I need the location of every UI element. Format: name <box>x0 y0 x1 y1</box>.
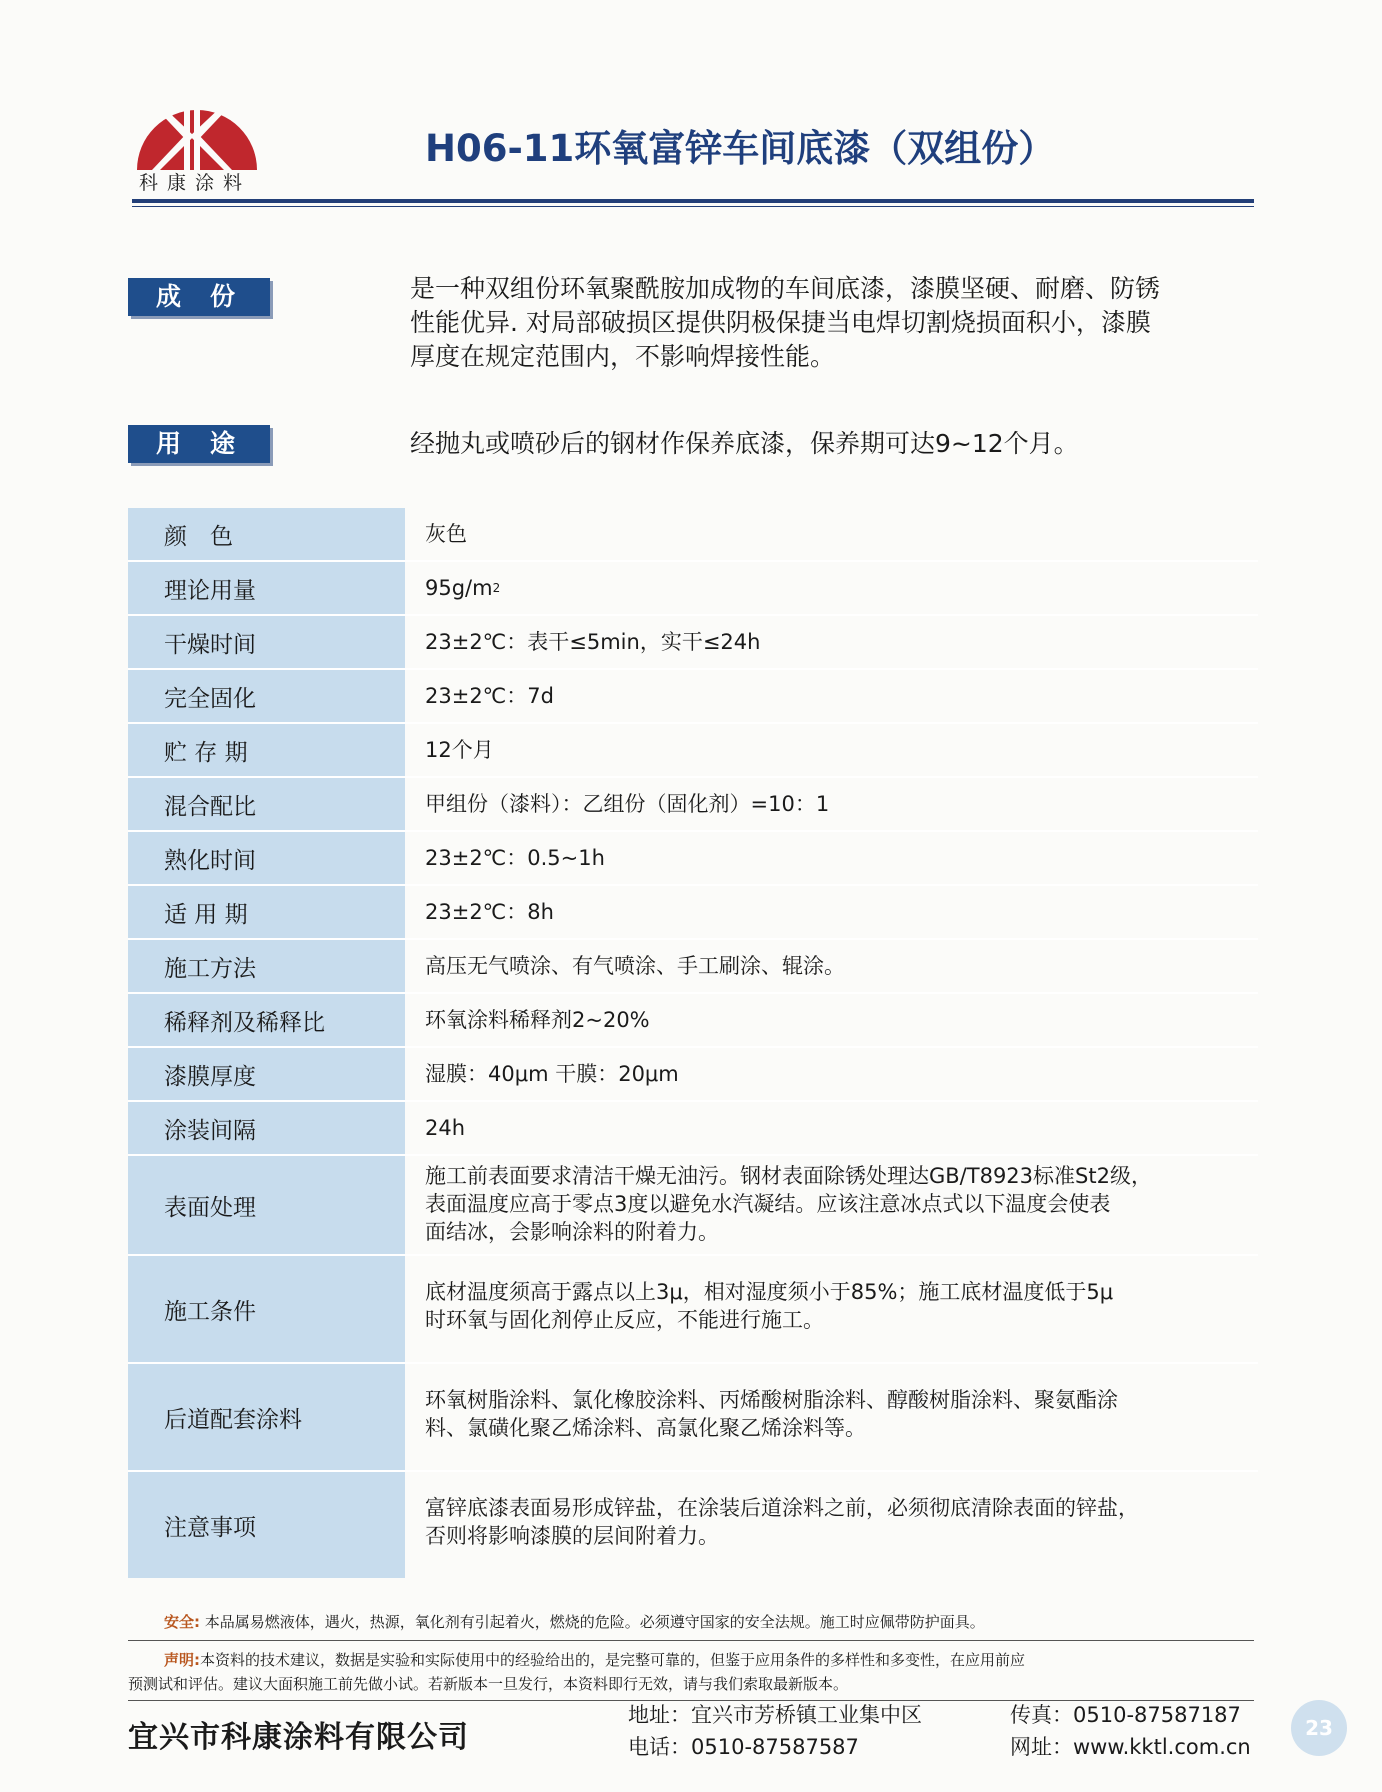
spec-key: 表面处理 <box>128 1156 405 1254</box>
divider <box>128 1640 1254 1641</box>
section-label-composition: 成 份 <box>128 278 270 316</box>
safety-text: 本品属易燃液体，遇火，热源，氧化剂有引起着火，燃烧的危险。必须遵守国家的安全法规。施工时应佩带防护面具。 <box>204 1613 985 1631</box>
spec-key: 施工方法 <box>128 940 405 992</box>
spec-value: 环氧树脂涂料、氯化橡胶涂料、丙烯酸树脂涂料、醇酸树脂涂料、聚氨酯涂 料、氯磺化聚乙烯涂料、高氯化聚乙烯涂料等。 <box>405 1364 1258 1470</box>
page-title: H06-11环氧富锌车间底漆（双组份） <box>425 127 1056 170</box>
spec-key: 稀释剂及稀释比 <box>128 994 405 1046</box>
spec-row <box>128 940 1258 994</box>
spec-key: 理论用量 <box>128 562 405 614</box>
composition-text <box>410 272 1160 374</box>
spec-value: 高压无气喷涂、有气喷涂、手工刷涂、辊涂。 <box>405 940 1258 992</box>
spec-row <box>128 724 1258 778</box>
spec-value: 甲组份（漆料）：乙组份（固化剂）=10：1 <box>405 778 1258 830</box>
spec-key: 漆膜厚度 <box>128 1048 405 1100</box>
spec-key: 混合配比 <box>128 778 405 830</box>
spec-key: 适 用 期 <box>128 886 405 938</box>
safety-label: 安全: <box>164 1613 200 1631</box>
spec-key: 贮 存 期 <box>128 724 405 776</box>
spec-key: 涂装间隔 <box>128 1102 405 1154</box>
spec-row <box>128 1256 1258 1364</box>
page-number: 23 <box>1291 1700 1347 1756</box>
spec-key: 施工条件 <box>128 1256 405 1362</box>
spec-row <box>128 832 1258 886</box>
spec-value: 95g/m 2 <box>405 562 1258 614</box>
spec-table <box>128 508 1258 1578</box>
spec-row <box>128 1156 1258 1256</box>
spec-row <box>128 778 1258 832</box>
composition-line: 厚度在规定范围内，不影响焊接性能。 <box>410 342 836 371</box>
safety-note <box>164 1610 985 1634</box>
footer-website[interactable]: 网址：www.kktl.com.cn <box>1010 1735 1251 1759</box>
company-name: 宜兴市科康涂料有限公司 <box>128 1720 469 1755</box>
spec-value: 底材温度须高于露点以上3μ，相对湿度须小于85%；施工底材温度低于5μ 时环氧与固化剂停止反应，不能进行施工。 <box>405 1256 1258 1362</box>
spec-key: 注意事项 <box>128 1472 405 1578</box>
spec-key: 后道配套涂料 <box>128 1364 405 1470</box>
spec-value: 23±2℃：8h <box>405 886 1258 938</box>
spec-row <box>128 1472 1258 1578</box>
footer-fax: 传真：0510-87587187 <box>1010 1703 1241 1727</box>
spec-value: 富锌底漆表面易形成锌盐，在涂装后道涂料之前，必须彻底清除表面的锌盐， 否则将影响漆膜的层间附着力。 <box>405 1472 1258 1578</box>
statement-label: 声明: <box>164 1651 200 1669</box>
logo-text: 科康涂料 <box>138 172 251 194</box>
spec-row <box>128 1102 1258 1156</box>
spec-value: 23±2℃：0.5~1h <box>405 832 1258 884</box>
spec-value: 施工前表面要求清洁干燥无油污。钢材表面除锈处理达GB/T8923标准St2级， 表面温度应高于零点3度以避免水汽凝结。应该注意冰点式以下温度会使表 面结冰，会影响涂料的附着力。 <box>405 1156 1258 1254</box>
spec-key: 完全固化 <box>128 670 405 722</box>
composition-line: 是一种双组份环氧聚酰胺加成物的车间底漆，漆膜坚硬、耐磨、防锈 <box>410 274 1161 303</box>
composition-line: 性能优异. 对局部破损区提供阴极保捷当电焊切割烧损面积小，漆膜 <box>410 308 1151 337</box>
spec-key: 干燥时间 <box>128 616 405 668</box>
spec-value: 23±2℃：表干≤5min，实干≤24h <box>405 616 1258 668</box>
spec-value: 湿膜：40μm 干膜：20μm <box>405 1048 1258 1100</box>
spec-key: 熟化时间 <box>128 832 405 884</box>
spec-row <box>128 886 1258 940</box>
statement-line: 本资料的技术建议，数据是实验和实际使用中的经验给出的，是完整可靠的，但鉴于应用条件的多样性和多变性，在应用前应 <box>200 1651 1026 1669</box>
header-rule-thin <box>132 206 1254 207</box>
spec-value: 12个月 <box>405 724 1258 776</box>
spec-row <box>128 562 1258 616</box>
footer-address: 地址：宜兴市芳桥镇工业集中区 <box>628 1703 922 1727</box>
spec-row <box>128 994 1258 1048</box>
header-rule <box>132 199 1254 203</box>
statement-note <box>128 1648 1025 1696</box>
spec-row <box>128 508 1258 562</box>
spec-row <box>128 1364 1258 1472</box>
statement-line: 预测试和评估。建议大面积施工前先做小试。若新版本一旦发行，本资料即行无效，请与我们索取最新版本。 <box>128 1675 849 1693</box>
section-label-usage: 用 途 <box>128 425 270 463</box>
spec-row <box>128 1048 1258 1102</box>
footer-phone: 电话：0510-87587587 <box>628 1735 859 1759</box>
spec-key: 颜 色 <box>128 508 405 560</box>
spec-value: 环氧涂料稀释剂2~20% <box>405 994 1258 1046</box>
spec-row <box>128 670 1258 724</box>
spec-value: 24h <box>405 1102 1258 1154</box>
superscript: 2 <box>492 581 501 595</box>
spec-value: 23±2℃：7d <box>405 670 1258 722</box>
spec-value: 灰色 <box>405 508 1258 560</box>
usage-text: 经抛丸或喷砂后的钢材作保养底漆，保养期可达9~12个月。 <box>410 429 1079 458</box>
spec-row <box>128 616 1258 670</box>
